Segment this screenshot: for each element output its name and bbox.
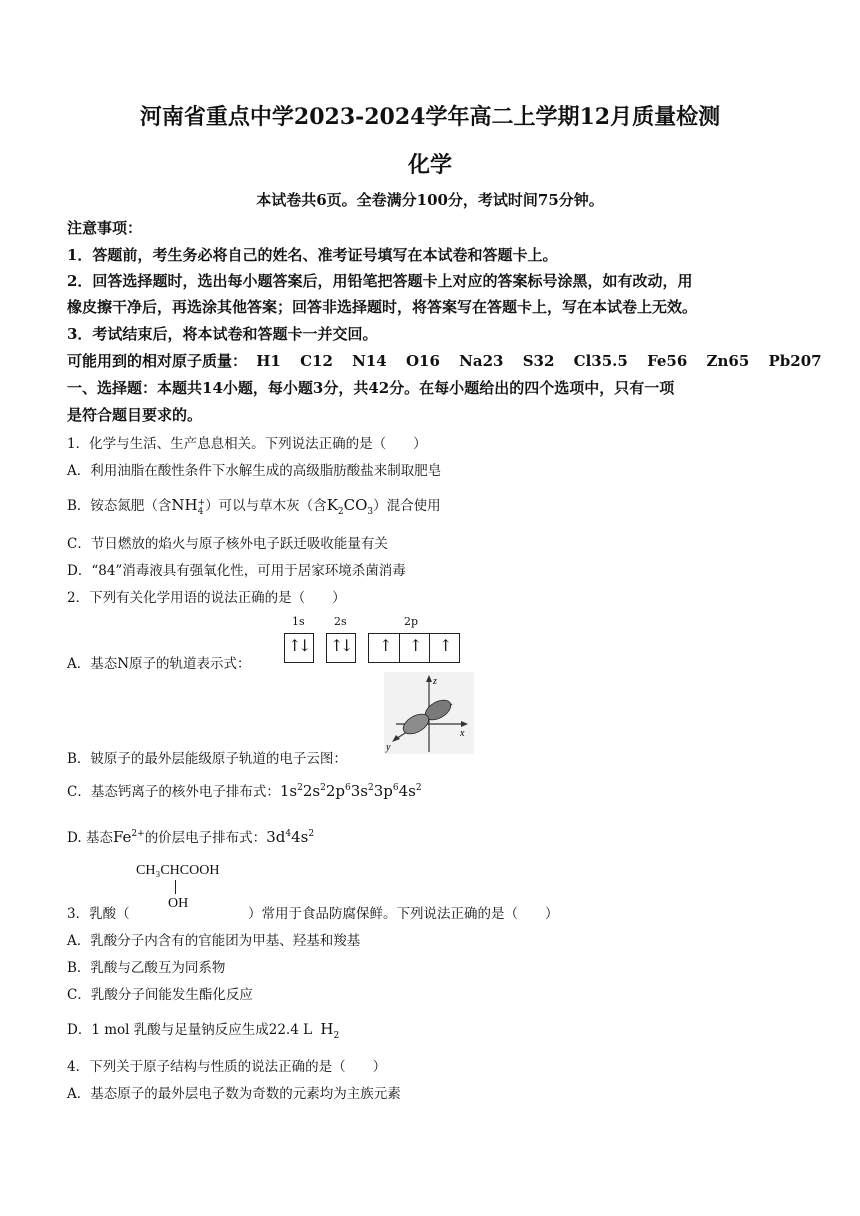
- section-1-line-2: 是符合题目要求的。: [67, 406, 203, 424]
- q2-option-c: [67, 780, 422, 800]
- lactic-acid-formula-oh: OH: [168, 896, 189, 911]
- iron-ion: [113, 828, 145, 846]
- atom-mass: H1: [256, 352, 281, 370]
- config-orbital: 2s: [302, 782, 321, 800]
- config-count: 2: [367, 783, 374, 793]
- atom-mass: N14: [352, 352, 387, 370]
- q3-d-pre: D．1 mol 乳酸与足量钠反应生成22.4 L: [67, 1022, 313, 1038]
- section-1-line-1: 一、选择题：本题共14小题，每小题3分，共42分。在每小题给出的四个选项中，只有一项: [67, 379, 675, 397]
- config-orbital: 2p: [325, 782, 345, 800]
- subject-title: 化学: [407, 152, 452, 178]
- note-3: 3．考试结束后，将本试卷和答题卡一并交回。: [67, 325, 378, 343]
- potassium-carbonate-formula: [326, 496, 374, 517]
- ammonium-charge: +: [197, 498, 206, 508]
- hydrogen-symbol: H: [320, 1020, 334, 1038]
- orbital-box-2p: [368, 633, 460, 663]
- iron-charge: 2+: [131, 829, 145, 839]
- atom-mass: S32: [522, 352, 555, 370]
- atomic-masses-label: 可能用到的相对原子质量：: [67, 352, 248, 370]
- q2-d-pre: D. 基态: [67, 830, 113, 846]
- config-count: 6: [392, 783, 399, 793]
- up-arrow-icon: ↑: [439, 636, 453, 655]
- q3-option-a: A．乳酸分子内含有的官能团为甲基、羟基和羧基: [67, 933, 361, 949]
- formula-k: K: [326, 496, 338, 514]
- atom-mass: Cl35.5: [573, 352, 628, 370]
- orbital-box-2s: [326, 633, 356, 663]
- q2-stem: 2．下列有关化学用语的说法正确的是（ ）: [67, 590, 346, 606]
- note-2-line-1: 2．回答选择题时，选出每小题答案后，用铅笔把答题卡上对应的答案标号涂黑，如有改动，用: [67, 272, 693, 290]
- electron-cloud-diagram: [384, 672, 474, 754]
- orbital-box-1s: [284, 633, 314, 663]
- notes-heading: 注意事项：: [67, 219, 143, 237]
- q2-option-d: [67, 826, 314, 846]
- ammonium-formula: [171, 496, 206, 517]
- config-orbital: 3d: [266, 828, 286, 846]
- config-orbital: 1s: [279, 782, 298, 800]
- q2-option-a: A．基态N原子的轨道表示式：: [67, 656, 251, 672]
- atom-mass: Na23: [459, 352, 504, 370]
- orbital-label-2p: 2p: [404, 615, 419, 628]
- q2-d-mid: 的价层电子排布式：: [144, 830, 267, 846]
- ammonium-nh: NH: [171, 496, 198, 514]
- p-orbital-cloud-figure: [384, 672, 474, 754]
- config-count: 2: [320, 783, 326, 793]
- config-count: 2: [308, 829, 315, 839]
- q1-stem: 1．化学与生活、生产息息相关。下列说法正确的是（ ）: [67, 436, 427, 452]
- config-count: 2: [415, 783, 422, 793]
- note-2-line-2: 橡皮擦干净后，再选涂其他答案；回答非选择题时，将答案写在答题卡上，写在本试卷上无效。: [67, 298, 698, 316]
- orbital-divider: [429, 634, 430, 662]
- axis-label-z: z: [433, 676, 437, 687]
- config-count: 2: [297, 783, 303, 793]
- q1-b-post: ）混合使用: [373, 498, 441, 514]
- down-arrow-icon: ↓: [340, 636, 354, 655]
- config-count: 6: [344, 783, 351, 793]
- atom-mass: Pb207: [768, 352, 822, 370]
- atomic-masses: [67, 350, 836, 371]
- q3-option-c: C．乳酸分子间能发生酯化反应: [67, 987, 253, 1003]
- up-arrow-icon: ↑: [409, 636, 423, 655]
- formula-co: CO: [343, 496, 368, 514]
- down-arrow-icon: ↓: [298, 636, 312, 655]
- page-title: 河南省重点中学2023-2024学年高二上学期12月质量检测: [139, 104, 721, 130]
- config-orbital: 3s: [350, 782, 368, 800]
- note-1: 1．答题前，考生务必将自己的姓名、准考证号填写在本试卷和答题卡上。: [67, 246, 558, 264]
- hydrogen-subscript: 2: [333, 1031, 340, 1041]
- lactic-acid-formula-top: CH₃CHCOOH: [136, 863, 220, 878]
- q1-option-b: [67, 494, 441, 517]
- q1-option-c: C．节日燃放的焰火与原子核外电子跃迁吸收能量有关: [67, 536, 388, 552]
- formula-co-sub: 3: [367, 507, 374, 517]
- iron-valence-config: [266, 828, 314, 846]
- up-arrow-icon: ↑: [379, 636, 393, 655]
- q3-option-b: B．乳酸与乙酸互为同系物: [67, 960, 226, 976]
- hydrogen-formula: [320, 1020, 340, 1041]
- atom-mass: O16: [405, 352, 440, 370]
- q1-option-a: A．利用油脂在酸性条件下水解生成的高级脂肪酸盐来制取肥皂: [67, 463, 442, 479]
- atom-mass: Fe56: [647, 352, 688, 370]
- config-orbital: 4s: [398, 782, 416, 800]
- ammonium-subscript: 4: [197, 507, 204, 517]
- q3-stem-post: ）常用于食品防腐保鲜。下列说法正确的是（ ）: [248, 906, 559, 922]
- q4-stem: 4．下列关于原子结构与性质的说法正确的是（ ）: [67, 1059, 387, 1075]
- orbital-diagram: [284, 615, 464, 665]
- up-arrow-icon: ↑: [330, 636, 344, 655]
- q1-b-mid: ）可以与草木灰（含: [205, 498, 327, 514]
- q2-c-pre: C．基态钙离子的核外电子排布式：: [67, 784, 280, 800]
- config-count: 4: [285, 829, 292, 839]
- q3-option-d: [67, 1018, 339, 1041]
- q3-stem-pre: 3．乳酸（: [67, 906, 130, 922]
- axis-label-x: x: [460, 728, 465, 739]
- atom-mass: C12: [300, 352, 333, 370]
- q4-option-a: A．基态原子的最外层电子数为奇数的元素均为主族元素: [67, 1086, 401, 1102]
- axis-label-y: y: [386, 742, 391, 753]
- atom-mass: Zn65: [706, 352, 750, 370]
- exam-intro: 本试卷共6页。全卷满分100分，考试时间75分钟。: [256, 191, 604, 209]
- q1-option-d: D．“84”消毒液具有强氧化性，可用于居家环境杀菌消毒: [67, 563, 406, 579]
- q2-option-b: B．铍原子的最外层能级原子轨道的电子云图：: [67, 751, 347, 767]
- orbital-label-2s: 2s: [334, 615, 347, 628]
- iron-symbol: Fe: [112, 828, 132, 846]
- orbital-label-1s: 1s: [292, 615, 305, 628]
- orbital-divider: [399, 634, 400, 662]
- up-arrow-icon: ↑: [288, 636, 302, 655]
- config-orbital: 4s: [291, 828, 309, 846]
- formula-k-sub: 2: [337, 507, 344, 517]
- config-orbital: 3p: [373, 782, 393, 800]
- lactic-acid-bond-line: [175, 880, 176, 894]
- calcium-ion-config: [280, 782, 422, 800]
- q1-b-pre: B．铵态氮肥（含: [67, 498, 172, 514]
